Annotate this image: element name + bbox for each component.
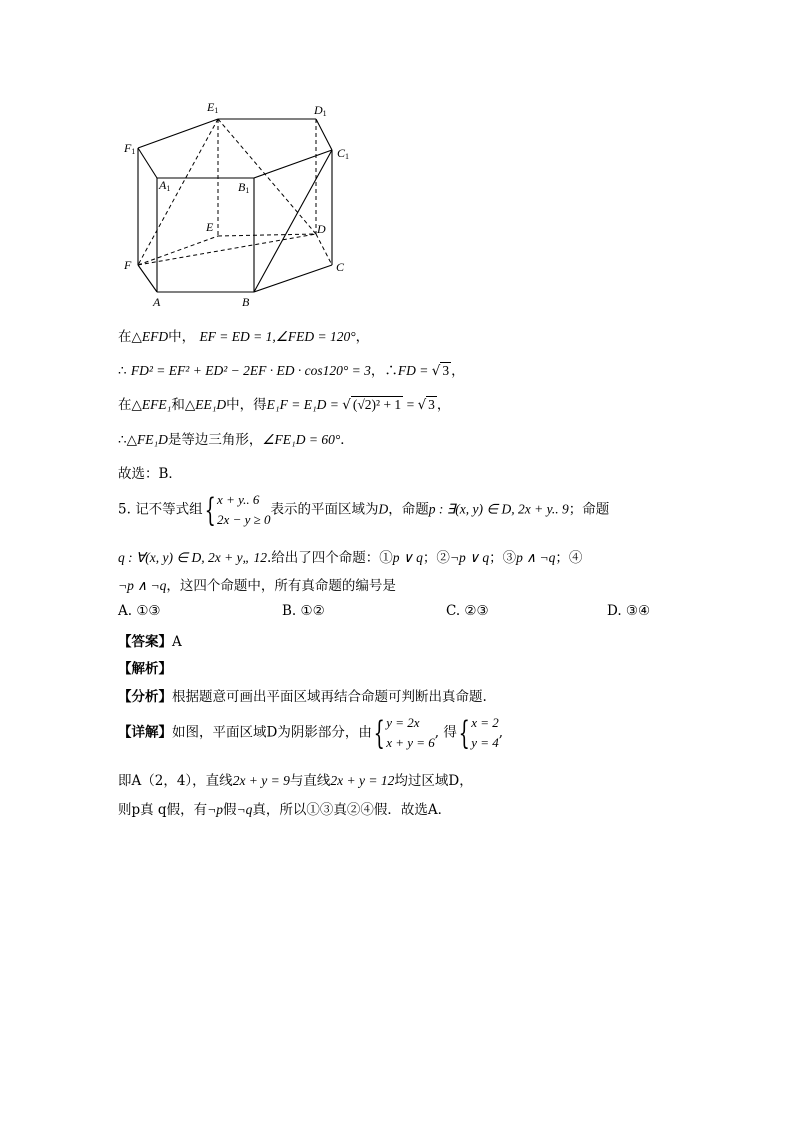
brace-icon: { [373,714,385,752]
label-B1: B1 [238,180,250,195]
hidden-ED [218,234,316,236]
inequality-system: x + y.. 6 2x − y ≥ 0 [217,492,271,527]
analysis-heading: 【解析】 [118,661,172,677]
prism-figure [112,95,362,315]
solution-line-4: ∴△FE₁D是等边三角形，∠FE₁D = 60°． [118,432,354,448]
hidden-E1F [138,119,218,265]
label-D: D [317,222,326,236]
edge-F1E1 [138,119,218,148]
equation-system: y = 2x x + y = 6 [386,715,435,750]
fenxi-line: 【分析】根据题意可画出平面区域再结合命题可判断出真命题. [118,689,487,705]
label-C1: C1 [337,146,350,161]
brace-icon: { [204,491,216,529]
option-d: D. ③④ [607,603,651,619]
edge-BC [254,265,332,292]
label-A1: A1 [159,178,171,193]
edge-C1B1 [254,150,332,178]
solution-answer-line: 故选：B． [118,466,182,482]
solution-line-3: 在△EFE₁和△EE₁D中，得E₁F = E₁D = √ (√2)² + 1 = √ 3 ， [118,397,451,413]
edge-D1C1 [316,119,332,150]
label-A: A [153,295,161,309]
answer-line: 【答案】A [118,634,182,650]
hidden-DC [316,234,332,265]
detail-line-2: 即A（2，4），直线2x + y = 9与直线2x + y = 12均过区域D， [118,773,473,789]
hexagonal-prism-diagram [112,95,362,315]
hidden-E1D [218,119,316,234]
option-a: A. ①③ [118,603,161,619]
solution-line-2: ∴ FD² = EF² + ED² − 2EF · ED · cos120° = 3，∴FD = √ 3 ， [118,363,465,379]
label-E1: E1 [207,100,219,115]
edge-A1F1 [138,148,157,178]
hidden-FD [138,234,316,265]
label-E: E [206,220,214,234]
solution-line-1: 在△EFD中， EF = ED = 1,∠FED = 120°， [118,329,370,345]
label-C: C [336,260,345,274]
brace-icon: { [458,714,470,752]
edge-BC1 [254,150,332,292]
hidden-FE [138,236,218,265]
option-b: B. ①② [282,603,325,619]
label-D1: D1 [314,103,327,118]
edge-FA [138,265,157,292]
solution-system: x = 2 y = 4 [471,715,499,750]
detail-line-3: 则p真 q假，有¬p假¬q真，所以①③真②④假．故选A． [118,802,452,818]
label-F1: F1 [124,141,136,156]
detail-line-1: 【详解】如图，平面区域D为阴影部分，由{ y = 2x x + y = 6, 得{ x = 2 y = 4, [118,714,504,752]
q5-stem-line-3: ¬p ∧ ¬q，这四个命题中，所有真命题的编号是 [118,578,396,594]
q5-stem-line-2: q : ∀(x, y) ∈ D, 2x + y„ 12.给出了四个命题：①p ∨ q；②¬p ∨ q；③p ∧ ¬q；④ [118,550,583,566]
label-B: B [242,295,250,309]
q5-stem-line-1: 5. 记不等式组{ x + y.. 6 2x − y ≥ 0表示的平面区域为D，命题p : ∃(x, y) ∈ D, 2x + y.. 9；命题 [118,491,610,529]
label-F: F [124,258,132,272]
option-c: C. ②③ [446,603,489,619]
